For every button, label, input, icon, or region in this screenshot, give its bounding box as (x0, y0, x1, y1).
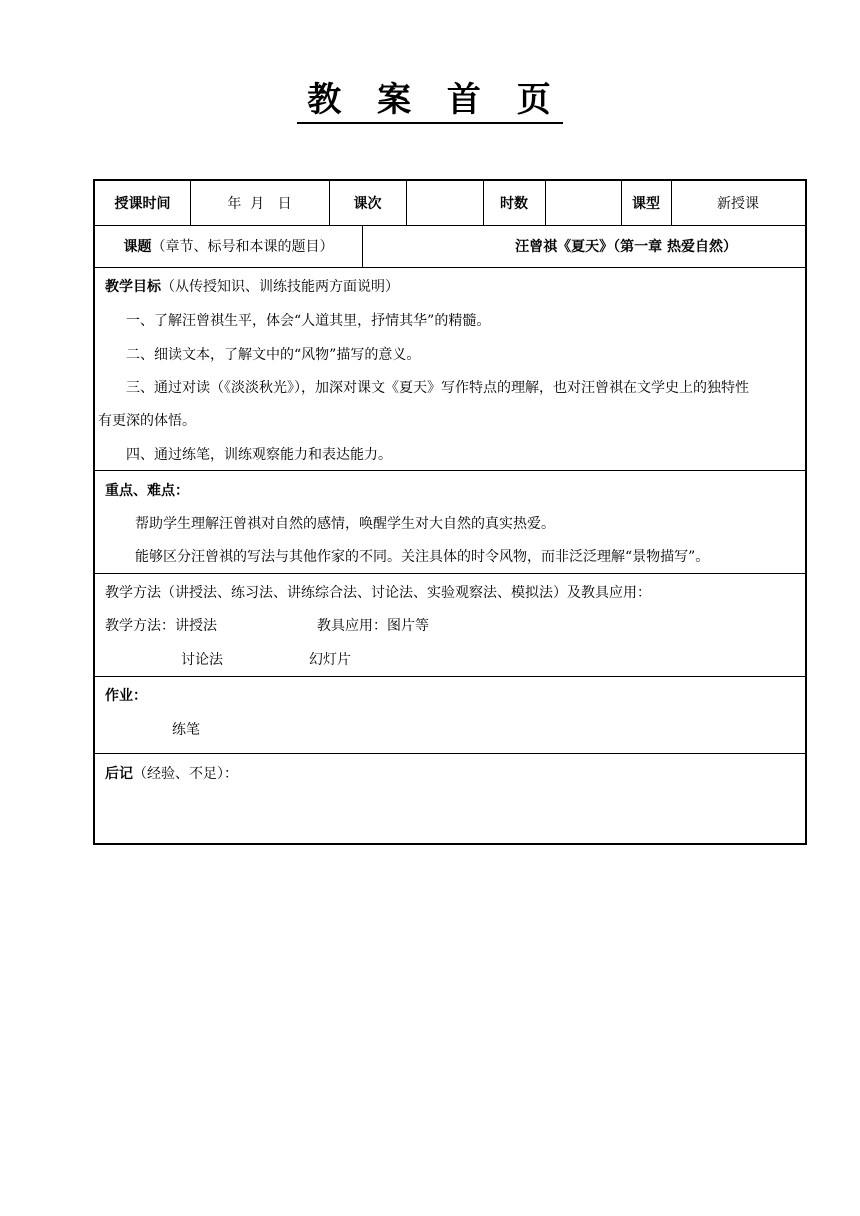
tools-label: 教具应用：图片等 (317, 618, 429, 634)
objectives-heading-bold: 教学目标 (105, 279, 161, 295)
notes-heading-bold: 后记 (105, 766, 133, 782)
header-row (95, 181, 805, 226)
objective-item: 有更深的体悟。 (98, 413, 196, 429)
type-value: 新授课 (717, 196, 759, 212)
homework-value: 练笔 (172, 722, 200, 738)
key-points-heading: 重点、难点： (105, 483, 189, 499)
objectives-section (95, 267, 805, 471)
notes-section (95, 753, 805, 845)
tools-item: 幻灯片 (309, 652, 351, 668)
objective-item: 一、了解汪曾祺生平，体会“人道其里，抒情其华”的精髓。 (126, 313, 491, 329)
time-label: 授课时间 (95, 181, 191, 225)
methods-heading: 教学方法（讲授法、练习法、讲练综合法、讨论法、实验观察法、模拟法）及教具应用： (105, 585, 651, 601)
page-title (0, 72, 860, 121)
hours-label: 时数 (483, 181, 546, 225)
type-label: 课型 (621, 181, 672, 225)
objective-item: 二、细读文本，了解文中的“风物”描写的意义。 (126, 347, 421, 363)
methods-section (95, 573, 805, 677)
method-item: 讨论法 (181, 652, 223, 668)
topic-label-note: （章节、标号和本课的题目） (151, 239, 334, 255)
key-point-item: 能够区分汪曾祺的写法与其他作家的不同。关注具体的时令风物，而非泛泛理解“景物描写”。 (135, 549, 710, 565)
page-title-text: 教 案 首 页 (297, 80, 563, 124)
topic-row (95, 225, 805, 268)
objectives-heading-note: （从传授知识、训练技能两方面说明） (161, 279, 399, 295)
key-points-section (95, 470, 805, 574)
notes-heading (105, 763, 238, 783)
topic-label (95, 225, 363, 267)
objective-item: 四、通过练笔，训练观察能力和表达能力。 (126, 447, 392, 463)
homework-heading: 作业： (105, 688, 147, 704)
topic-label-bold: 课题 (123, 239, 152, 255)
lesson-value (406, 181, 484, 225)
homework-section (95, 676, 805, 754)
method-label: 教学方法：讲授法 (105, 618, 217, 634)
objective-item: 三、通过对读（《淡淡秋光》），加深对课文《夏天》写作特点的理解，也对汪曾祺在文学史上的独特性 (126, 380, 749, 396)
time-value: 年 月 日 (190, 181, 330, 225)
key-point-item: 帮助学生理解汪曾祺对自然的感情，唤醒学生对大自然的真实热爱。 (135, 516, 555, 532)
topic-value: 汪曾祺《夏天》（第一章 热爱自然） (515, 239, 737, 255)
lesson-plan-table (93, 179, 807, 845)
lesson-label: 课次 (329, 181, 407, 225)
objectives-heading (105, 276, 399, 296)
notes-heading-note: （经验、不足）： (133, 766, 238, 782)
hours-value (545, 181, 622, 225)
